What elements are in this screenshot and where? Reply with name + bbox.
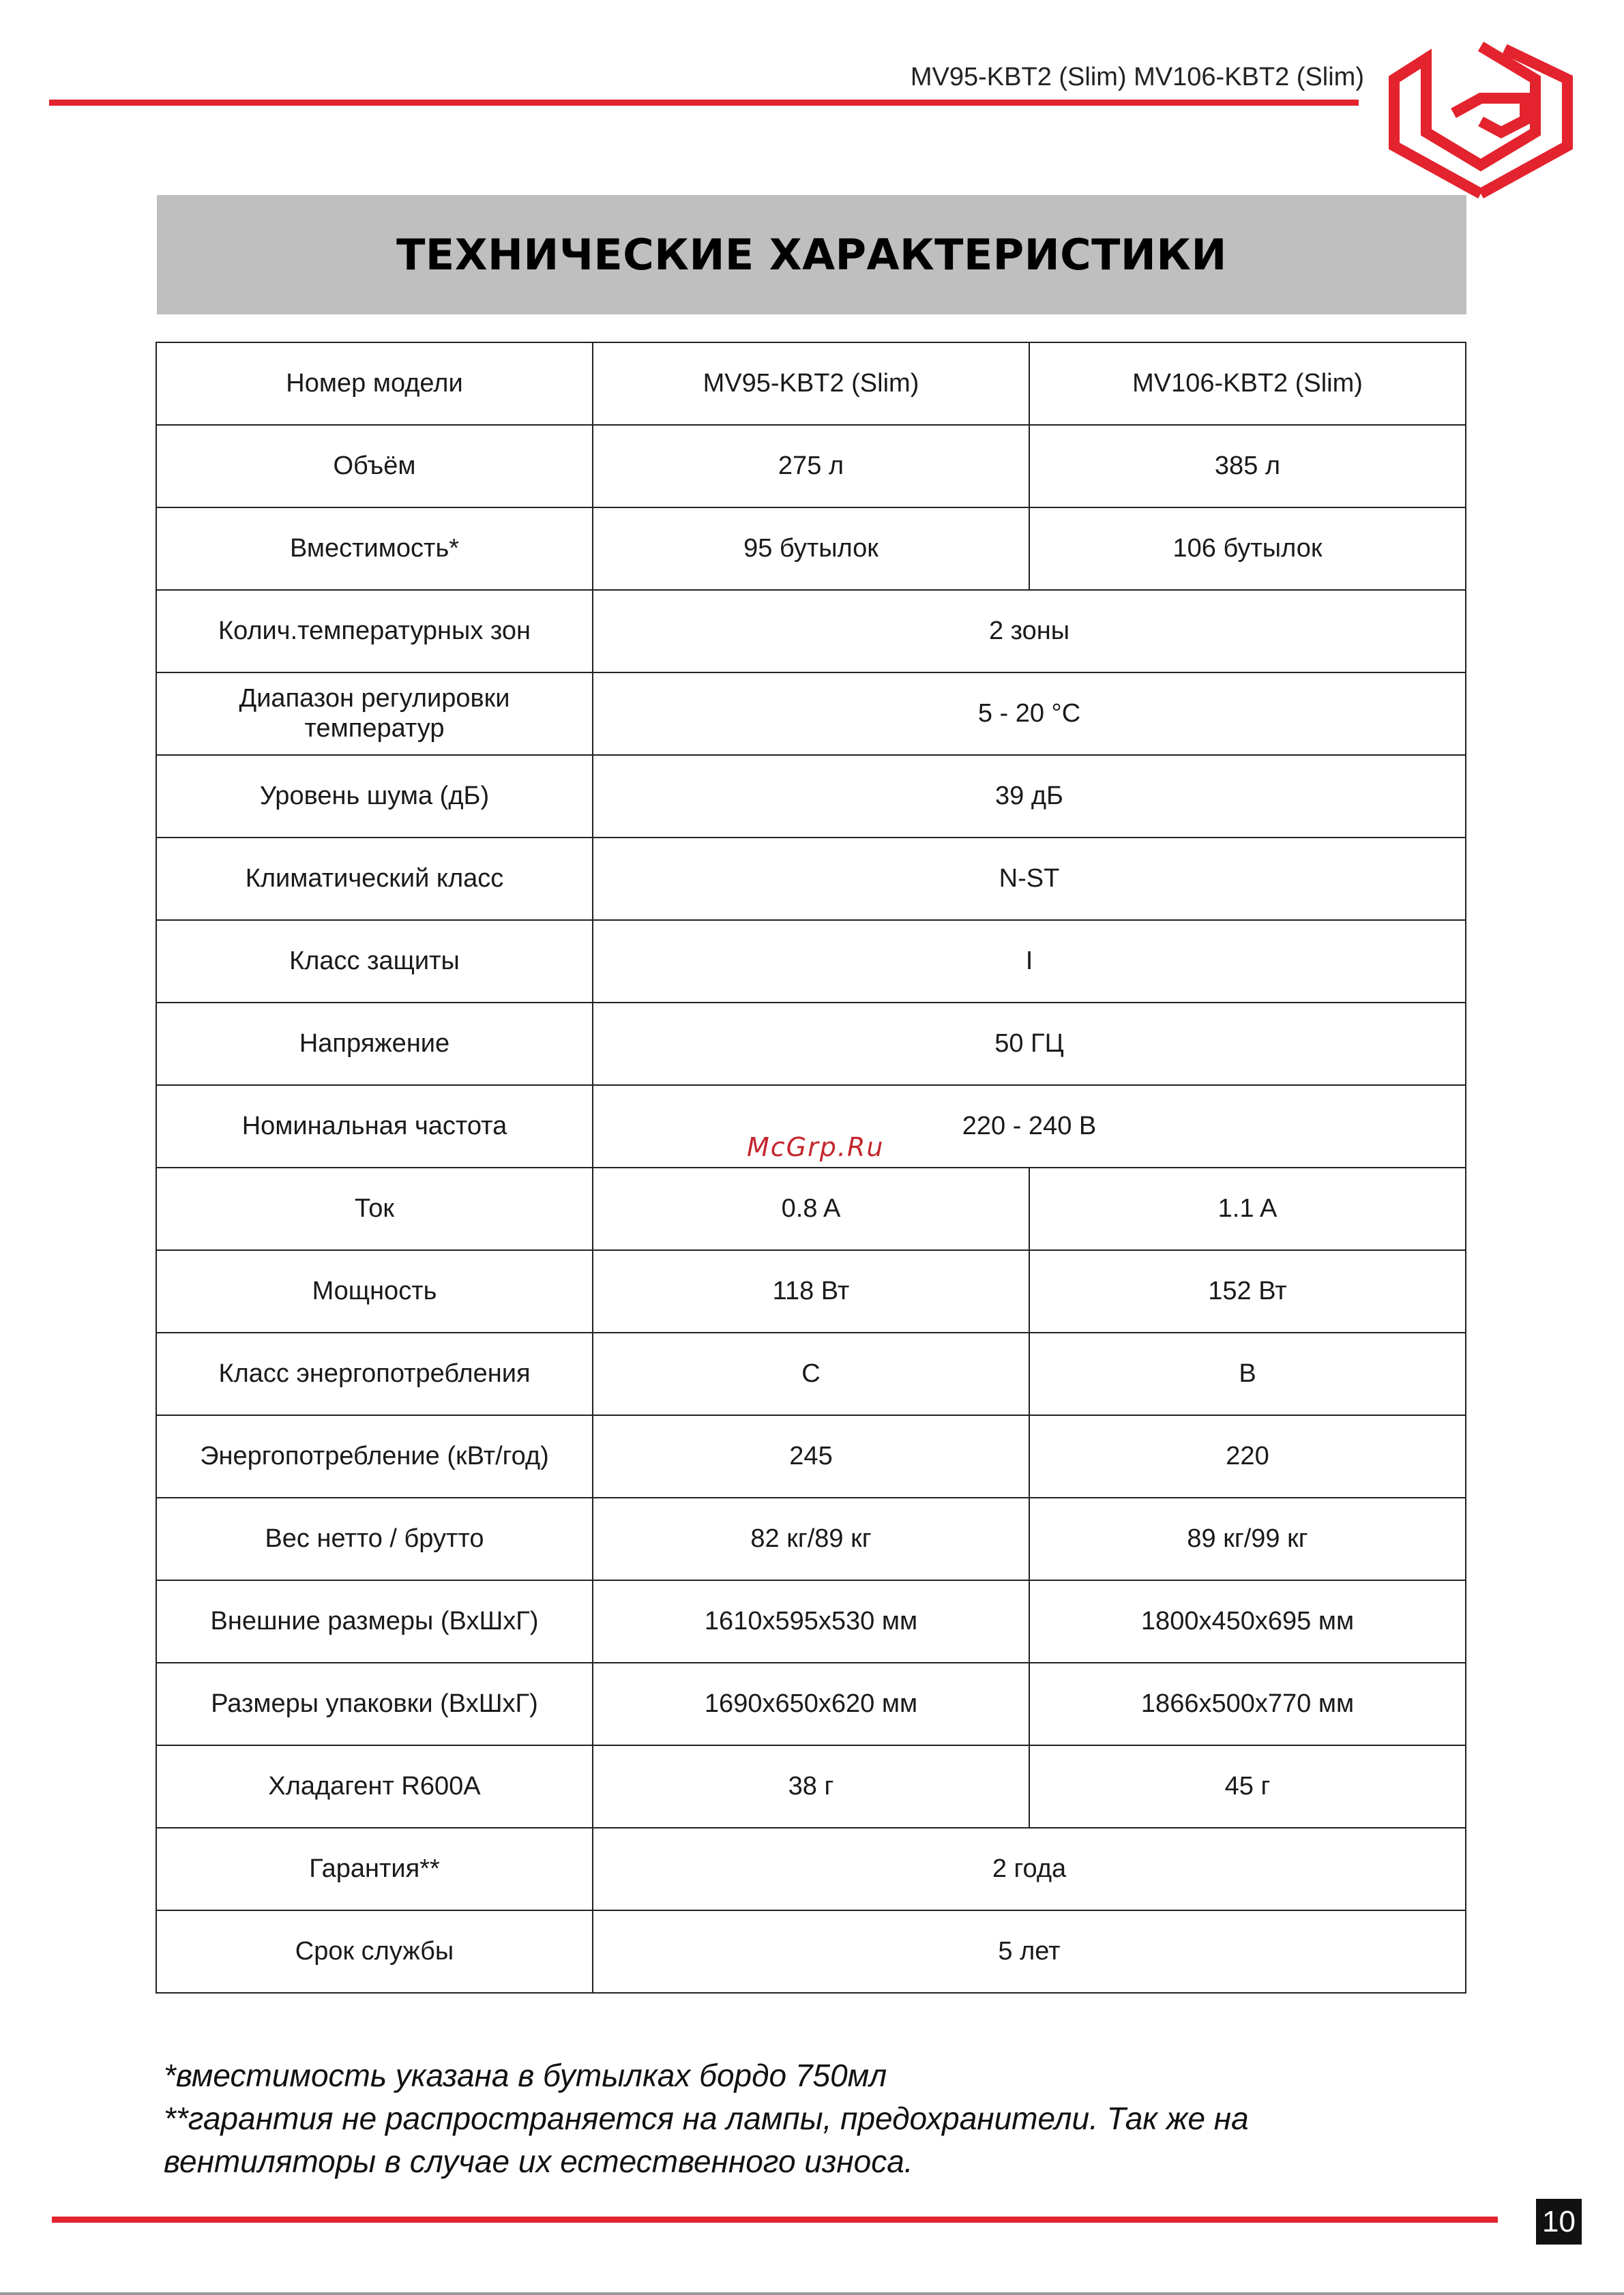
spec-value-mv95: 0.8 A xyxy=(593,1168,1029,1250)
spec-label: Колич.температурных зон xyxy=(156,590,593,672)
spec-label: Климатический класс xyxy=(156,838,593,920)
table-row xyxy=(156,1168,1466,1250)
table-row xyxy=(156,1828,1466,1910)
spec-label: Хладагент R600A xyxy=(156,1745,593,1828)
table-row xyxy=(156,1333,1466,1415)
spec-value-shared: 220 - 240 В xyxy=(593,1085,1466,1168)
table-row xyxy=(156,425,1466,507)
table-row xyxy=(156,1580,1466,1663)
page-title: ТЕХНИЧЕСКИЕ ХАРАКТЕРИСТИКИ xyxy=(396,230,1227,280)
header-models: MV95-KBT2 (Slim) MV106-KBT2 (Slim) xyxy=(910,63,1364,91)
table-row xyxy=(156,507,1466,590)
spec-label: Класс защиты xyxy=(156,920,593,1003)
footnote-warranty-cont: вентиляторы в случае их естественного износа. xyxy=(164,2144,913,2179)
spec-value-mv95: 275 л xyxy=(593,425,1029,507)
table-row xyxy=(156,342,1466,425)
spec-value-mv95: MV95-KBT2 (Slim) xyxy=(593,342,1029,425)
footnote-capacity: *вместимость указана в бутылках бордо 750мл xyxy=(164,2058,887,2093)
spec-label: Класс энергопотребления xyxy=(156,1333,593,1415)
table-row xyxy=(156,1745,1466,1828)
table-row xyxy=(156,838,1466,920)
table-row xyxy=(156,1250,1466,1333)
spec-value-mv106: B xyxy=(1029,1333,1466,1415)
spec-value-mv106: 385 л xyxy=(1029,425,1466,507)
spec-label: Размеры упаковки (ВхШхГ) xyxy=(156,1663,593,1745)
table-row xyxy=(156,920,1466,1003)
spec-label: Объём xyxy=(156,425,593,507)
title-band xyxy=(157,195,1466,314)
page-edge xyxy=(0,2292,1624,2295)
spec-table xyxy=(156,342,1466,1994)
footnote-warranty: **гарантия не распространяется на лампы, предохранители. Так же на xyxy=(164,2101,1249,2136)
spec-label: Срок службы xyxy=(156,1910,593,1993)
spec-value-mv95: 1690x650x620 мм xyxy=(593,1663,1029,1745)
spec-value-shared: 50 ГЦ xyxy=(593,1003,1466,1085)
spec-label: Внешние размеры (ВхШхГ) xyxy=(156,1580,593,1663)
table-row xyxy=(156,590,1466,672)
spec-value-mv95: 118 Вт xyxy=(593,1250,1029,1333)
spec-value-shared: 39 дБ xyxy=(593,755,1466,838)
spec-value-mv106: 45 г xyxy=(1029,1745,1466,1828)
footer-rule xyxy=(52,2217,1498,2223)
spec-label: Вместимость* xyxy=(156,507,593,590)
spec-value-mv95: 82 кг/89 кг xyxy=(593,1498,1029,1580)
spec-value-shared: 2 года xyxy=(593,1828,1466,1910)
spec-value-mv106: 1800x450x695 мм xyxy=(1029,1580,1466,1663)
spec-value-mv95: C xyxy=(593,1333,1029,1415)
spec-label: Мощность xyxy=(156,1250,593,1333)
spec-label: Напряжение xyxy=(156,1003,593,1085)
table-row xyxy=(156,755,1466,838)
spec-value-mv106: 106 бутылок xyxy=(1029,507,1466,590)
spec-value-shared: I xyxy=(593,920,1466,1003)
spec-value-mv106: 220 xyxy=(1029,1415,1466,1498)
spec-label: Энергопотребление (кВт/год) xyxy=(156,1415,593,1498)
spec-value-mv106: MV106-KBT2 (Slim) xyxy=(1029,342,1466,425)
spec-label: Диапазон регулировки температур xyxy=(156,672,593,755)
table-row xyxy=(156,1003,1466,1085)
spec-label: Номер модели xyxy=(156,342,593,425)
spec-value-mv106: 152 Вт xyxy=(1029,1250,1466,1333)
header-rule xyxy=(49,100,1359,106)
spec-value-shared: N-ST xyxy=(593,838,1466,920)
table-row xyxy=(156,1663,1466,1745)
spec-value-mv106: 1.1 A xyxy=(1029,1168,1466,1250)
watermark: McGrp.Ru xyxy=(747,1132,885,1162)
spec-value-mv95: 95 бутылок xyxy=(593,507,1029,590)
spec-value-mv106: 89 кг/99 кг xyxy=(1029,1498,1466,1580)
spec-value-mv95: 245 xyxy=(593,1415,1029,1498)
spec-value-mv106: 1866x500x770 мм xyxy=(1029,1663,1466,1745)
table-row xyxy=(156,672,1466,755)
table-row xyxy=(156,1415,1466,1498)
footnotes xyxy=(164,2054,1460,2183)
spec-value-shared: 5 лет xyxy=(593,1910,1466,1993)
spec-label: Уровень шума (дБ) xyxy=(156,755,593,838)
page-number: 10 xyxy=(1536,2199,1582,2245)
spec-value-mv95: 1610x595x530 мм xyxy=(593,1580,1029,1663)
spec-label: Вес нетто / брутто xyxy=(156,1498,593,1580)
spec-label: Гарантия** xyxy=(156,1828,593,1910)
table-row xyxy=(156,1910,1466,1993)
spec-label: Номинальная частота xyxy=(156,1085,593,1168)
spec-table-body xyxy=(156,342,1466,1993)
spec-label: Ток xyxy=(156,1168,593,1250)
brand-logo-icon xyxy=(1389,38,1573,199)
spec-value-mv95: 38 г xyxy=(593,1745,1029,1828)
table-row xyxy=(156,1498,1466,1580)
spec-value-shared: 2 зоны xyxy=(593,590,1466,672)
spec-value-shared: 5 - 20 °C xyxy=(593,672,1466,755)
